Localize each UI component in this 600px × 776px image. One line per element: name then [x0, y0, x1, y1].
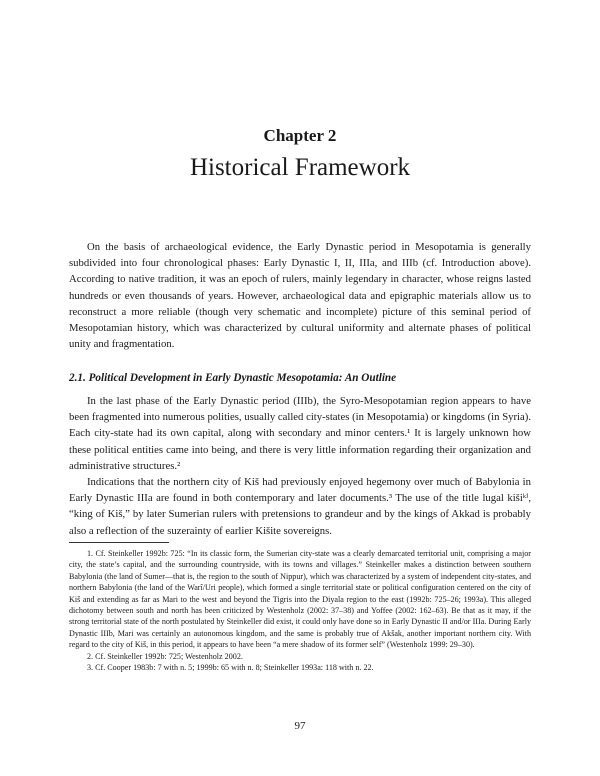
- footnote: 1. Cf. Steinkeller 1992b: 725: “In its classic form, the Sumerian city-state was a clearly demarcated territorial unit, comprising a major city, the state’s capital, and the surrounding countryside, with its towns and villages.” Steinkeller makes a distinction between southern Babylonia (the land of Sumer—that is, the region to the south of Nippur), which was characterized by a system of independent city-states, and northern Babylonia (the land of the Warî/Uri people), which formed a single territorial state or political configuration centered on the city of Kiš and extending as far as Mari to the west and beyond the Tigris into the Diyala region to the east (1992b: 725–26; 1993a). This alleged dichotomy between south and north has been criticized by Westenholz (2002: 37–38) and Yoffee (2002: 162–63). Be that as it may, if the strong territorial state of the north postulated by Steinkeller did exist, it could only have done so in Early Dynastic II and/or IIIa. During Early Dynastic IIIb, Mari was certainly an autonomous kingdom, and the same is probably true of Akšak, another important northern city. With regard to the city of Kiš, in this period, it appears to have been “a mere shadow of its former self” (Westenholz 1999: 29–30).: [69, 549, 531, 650]
- footnote: 2. Cf. Steinkeller 1992b: 725; Westenholz 2002.: [87, 651, 243, 661]
- intro-paragraph: On the basis of archaeological evidence, the Early Dynastic period in Mesopotamia is generally subdivided into four chronological phases: Early Dynastic I, II, IIIa, and IIIb (cf. Introduction above). According to native tradition, it was an epoch of rulers, mainly legendary in character, whose reigns lasted hundreds or even thousands of years. However, archaeological data and epigraphic materials allow us to reconstruct a more reliable (though very schematic and incomplete) picture of this seminal period of Mesopotamian history, which was characterized by cultural uniformity and alternate phases of political unity and fragmentation.: [69, 241, 531, 351]
- section-heading: 2.1. Political Development in Early Dynastic Mesopotamia: An Outline: [69, 372, 397, 384]
- footnotes: [69, 548, 531, 673]
- chapter-label: Chapter 2: [263, 126, 337, 145]
- chapter-title: Historical Framework: [189, 154, 411, 181]
- section-paragraph: In the last phase of the Early Dynastic period (IIIb), the Syro-Mesopotamian region appears to have been fragmented into numerous polities, usually called city-states (in Mesopotamia) or kingdoms (in Syria). Each city-state had its own capital, along with secondary and minor centers.¹ It is largely unknown how these political entities came into being, and there is very little information regarding their organization and administrative structures.²: [69, 395, 531, 472]
- intro-section: [69, 239, 531, 352]
- footnote-rule: [69, 542, 169, 543]
- page-number: 97: [294, 720, 306, 732]
- footnote: 3. Cf. Cooper 1983b: 7 with n. 5; 1999b: 65 with n. 8; Steinkeller 1993a: 118 with n. 22.: [87, 663, 374, 673]
- section-body: [69, 393, 531, 539]
- section-paragraph: Indications that the northern city of Kiš had previously enjoyed hegemony over much of Babylonia in Early Dynastic IIIa are found in both contemporary and later documents.³ The use of the title lugal kišiᵏⁱ, “king of Kiš,” by later Sumerian rulers with pretensions to grandeur and by the kings of Akkad is probably also a reflection of the suzerainty of earlier Kišite sovereigns.: [69, 476, 531, 537]
